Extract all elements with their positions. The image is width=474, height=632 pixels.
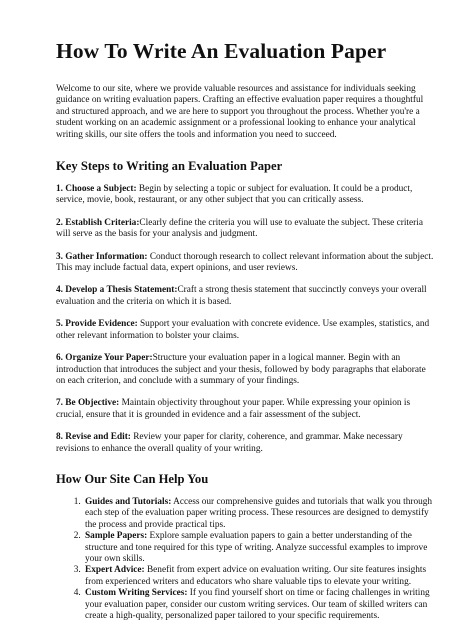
help-list-item: [83, 565, 434, 588]
step-label: 2. Establish Criteria:: [56, 217, 140, 228]
step-text: Maintain objectivity throughout your paper. While expressing your opinion is crucial, ensure that it is grounded in evidence and a fair assessment of the subject.: [56, 398, 411, 420]
help-item-label: Sample Papers:: [85, 531, 148, 542]
step-item: [56, 353, 434, 387]
help-item-label: Expert Advice:: [85, 565, 145, 576]
step-label: 3. Gather Information:: [56, 251, 148, 262]
steps-heading: Key Steps to Writing an Evaluation Paper: [56, 159, 283, 174]
step-item: [56, 252, 434, 275]
steps-list: [56, 184, 434, 455]
step-text: Conduct thorough research to collect relevant information about the subject. This may include factual data, expert opinions, and user reviews.: [56, 251, 434, 274]
step-item: [56, 184, 434, 207]
step-item: [56, 285, 434, 308]
help-item-label: Guides and Tutorials:: [85, 496, 172, 507]
step-text: Structure your evaluation paper in a logical manner. Begin with an introduction that introduces the subject and your thesis, followed by body paragraphs that elaborate on each criterion, and conclude with a summary of your findings.: [56, 353, 426, 386]
help-item-text: Explore sample evaluation papers to gain a better understanding of the structure and tone required for this type of writing. Analyze successful examples to improve your own skills.: [85, 531, 428, 564]
help-list-item: [83, 588, 434, 622]
help-item-text: Access our comprehensive guides and tutorials that walk you through each step of the evaluation paper writing process. These resources are designed to demystify the process and provide practical tips.: [85, 496, 433, 530]
step-label: 5. Provide Evidence:: [56, 319, 138, 330]
step-item: [56, 432, 434, 455]
step-text: Clearly define the criteria you will use to evaluate the subject. These criteria will serve as the basis for your analysis and judgment.: [56, 217, 423, 240]
step-label: 8. Revise and Edit:: [56, 432, 131, 443]
step-label: 1. Choose a Subject:: [56, 184, 137, 195]
page-title: How To Write An Evaluation Paper: [56, 39, 387, 63]
step-text: Support your evaluation with concrete evidence. Use examples, statistics, and other relevant information to bolster your claims.: [56, 319, 430, 341]
step-text: Review your paper for clarity, coherence, and grammar. Make necessary revisions to enhance the overall quality of your writing.: [56, 432, 403, 454]
help-item-text: If you find yourself short on time or facing challenges in writing your evaluation paper, consider our custom writing services. Our team of skilled writers can create a high-quality, personalized paper tailored to your specific requirements.: [85, 588, 430, 621]
help-heading: How Our Site Can Help You: [56, 471, 209, 486]
step-item: [56, 398, 434, 421]
intro-paragraph: Welcome to our site, where we provide valuable resources and assistance for individuals seeking guidance on writing evaluation papers. Crafting an effective evaluation paper requires a thoughtful and structured approach, and we are here to support you throughout the process. Whether you're a student working on an academic assignment or a professional looking to enhance your analytical writing skills, our site offers the tools and information you need to succeed.: [56, 84, 424, 140]
step-label: 7. Be Objective:: [56, 398, 120, 409]
help-item-text: Benefit from expert advice on evaluation writing. Our site features insights from experienced writers and educators who share valuable tips to elevate your writing.: [85, 565, 427, 587]
help-list-item: [83, 531, 434, 565]
step-text: Begin by selecting a topic or subject for evaluation. It could be a product, service, movie, book, restaurant, or any other subject that you can critically assess.: [56, 184, 413, 206]
help-list: [56, 497, 434, 622]
step-label: 6. Organize Your Paper:: [56, 353, 153, 364]
step-text: Craft a strong thesis statement that succinctly conveys your overall evaluation and the criteria on which it is based.: [56, 285, 427, 307]
step-item: [56, 218, 434, 241]
step-item: [56, 319, 434, 342]
help-list-item: [83, 497, 434, 531]
help-item-label: Custom Writing Services:: [85, 588, 188, 599]
step-label: 4. Develop a Thesis Statement:: [56, 285, 178, 296]
